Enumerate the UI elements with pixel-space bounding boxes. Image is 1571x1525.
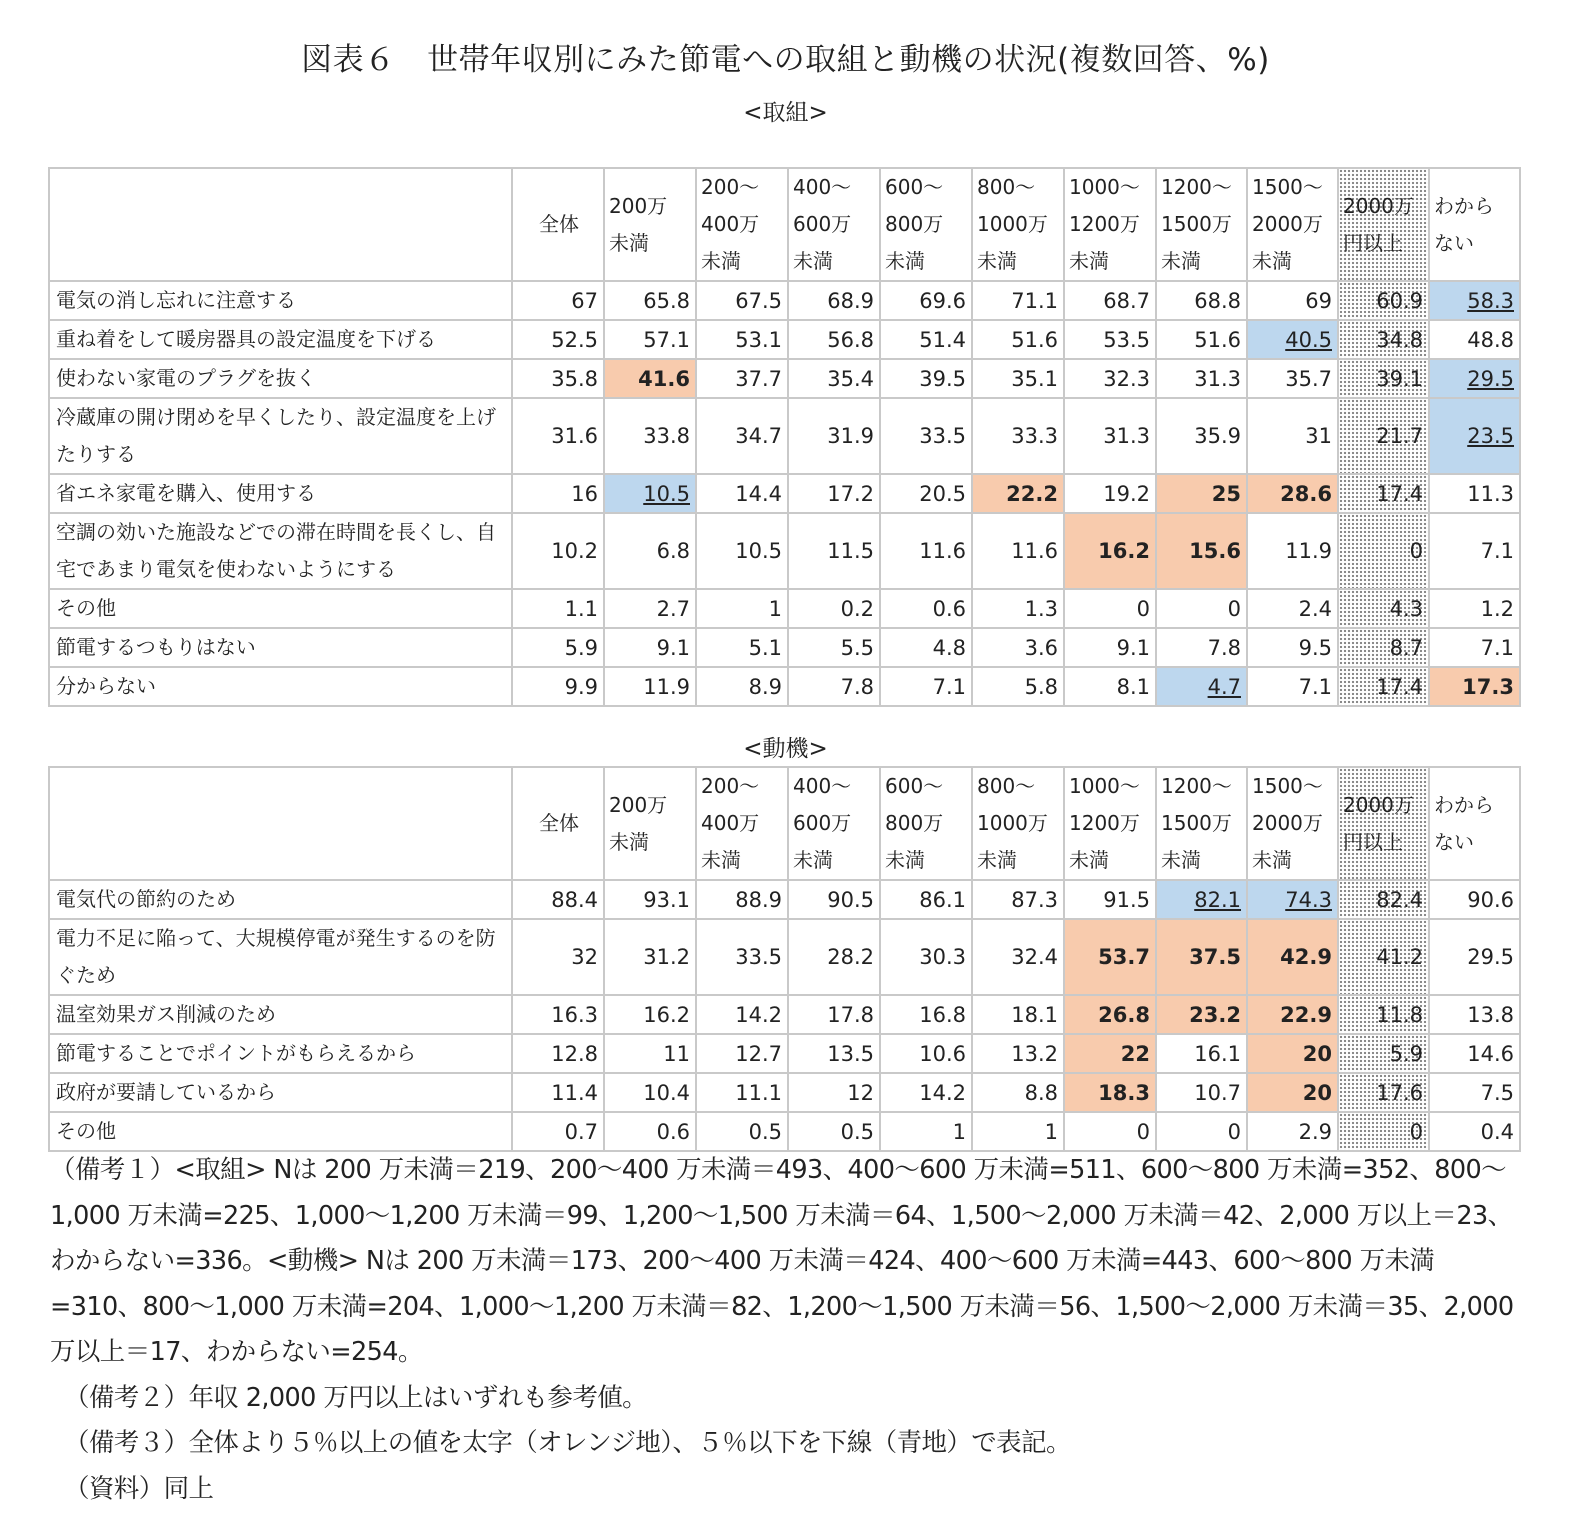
value-cell: 0.4 — [1429, 1112, 1520, 1151]
value-cell: 35.4 — [788, 359, 880, 398]
value-cell: 39.5 — [880, 359, 972, 398]
value-cell: 40.5 — [1247, 320, 1338, 359]
column-header-line: ない — [1434, 230, 1474, 255]
value-cell: 10.4 — [604, 1073, 696, 1112]
douki-table — [48, 766, 1521, 1152]
value-cell: 0 — [1156, 1112, 1247, 1151]
value-cell: 22.9 — [1247, 995, 1338, 1034]
value-cell: 28.6 — [1247, 474, 1338, 513]
value-cell: 17.3 — [1429, 667, 1520, 706]
column-header — [604, 767, 696, 880]
column-header-line: 1500万 — [1161, 811, 1232, 835]
column-header-line: 200～ — [701, 774, 760, 798]
value-cell: 7.8 — [788, 667, 880, 706]
value-cell: 7.5 — [1429, 1073, 1520, 1112]
value-cell: 11.8 — [1338, 995, 1429, 1034]
value-cell: 28.2 — [788, 919, 880, 995]
column-header-line: 1200～ — [1161, 175, 1232, 199]
row-label: 重ね着をして暖房器具の設定温度を下げる — [49, 320, 512, 359]
column-header-line: 未満 — [1252, 249, 1292, 273]
value-cell: 11 — [604, 1034, 696, 1073]
value-cell: 68.9 — [788, 281, 880, 320]
value-cell: 33.3 — [972, 398, 1064, 474]
column-header — [1247, 168, 1338, 281]
value-cell: 33.5 — [696, 919, 788, 995]
value-cell: 37.5 — [1156, 919, 1247, 995]
value-cell: 86.1 — [880, 880, 972, 919]
column-header-line: わから — [1434, 193, 1494, 218]
column-header-line: 円以上 — [1343, 230, 1403, 255]
value-cell: 13.5 — [788, 1034, 880, 1073]
row-label: その他 — [49, 589, 512, 628]
value-cell: 26.8 — [1064, 995, 1156, 1034]
column-header-line: 1500～ — [1252, 774, 1323, 798]
row-label: 省エネ家電を購入、使用する — [49, 474, 512, 513]
value-cell: 1 — [972, 1112, 1064, 1151]
table-row — [49, 995, 1520, 1034]
value-cell: 0 — [1338, 513, 1429, 589]
value-cell: 5.5 — [788, 628, 880, 667]
value-cell: 0 — [1064, 589, 1156, 628]
value-cell: 10.5 — [696, 513, 788, 589]
value-cell: 67 — [512, 281, 604, 320]
value-cell: 31 — [1247, 398, 1338, 474]
value-cell: 0.2 — [788, 589, 880, 628]
column-header-line: 600万 — [793, 212, 852, 236]
column-header — [880, 767, 972, 880]
value-cell: 17.6 — [1338, 1073, 1429, 1112]
value-cell: 68.7 — [1064, 281, 1156, 320]
value-cell: 53.7 — [1064, 919, 1156, 995]
value-cell: 82.1 — [1156, 880, 1247, 919]
value-cell: 87.3 — [972, 880, 1064, 919]
value-cell: 13.2 — [972, 1034, 1064, 1073]
value-cell: 1 — [696, 589, 788, 628]
value-cell: 53.1 — [696, 320, 788, 359]
value-cell: 5.9 — [512, 628, 604, 667]
value-cell: 14.2 — [880, 1073, 972, 1112]
value-cell: 8.7 — [1338, 628, 1429, 667]
value-cell: 93.1 — [604, 880, 696, 919]
value-cell: 8.8 — [972, 1073, 1064, 1112]
value-cell: 20 — [1247, 1034, 1338, 1073]
value-cell: 29.5 — [1429, 919, 1520, 995]
column-header-line: 1200万 — [1069, 212, 1140, 236]
value-cell: 33.8 — [604, 398, 696, 474]
value-cell: 32 — [512, 919, 604, 995]
value-cell: 10.2 — [512, 513, 604, 589]
column-header — [972, 767, 1064, 880]
value-cell: 35.7 — [1247, 359, 1338, 398]
column-header-line: 800万 — [885, 811, 944, 835]
row-label: 節電することでポイントがもらえるから — [49, 1034, 512, 1073]
column-header — [1064, 168, 1156, 281]
column-header-line: 600～ — [885, 175, 944, 199]
value-cell: 21.7 — [1338, 398, 1429, 474]
table-row — [49, 398, 1520, 474]
value-cell: 11.6 — [972, 513, 1064, 589]
column-header-line: 未満 — [1069, 249, 1109, 273]
column-header-line: 未満 — [885, 249, 925, 273]
value-cell: 16 — [512, 474, 604, 513]
table-row — [49, 1073, 1520, 1112]
value-cell: 18.1 — [972, 995, 1064, 1034]
value-cell: 0.5 — [696, 1112, 788, 1151]
value-cell: 90.5 — [788, 880, 880, 919]
column-header-line: 1000～ — [1069, 774, 1140, 798]
value-cell: 10.5 — [604, 474, 696, 513]
value-cell: 58.3 — [1429, 281, 1520, 320]
column-header-line: 未満 — [609, 829, 649, 854]
value-cell: 9.1 — [604, 628, 696, 667]
value-cell: 33.5 — [880, 398, 972, 474]
value-cell: 14.6 — [1429, 1034, 1520, 1073]
table-row — [49, 628, 1520, 667]
table-row — [49, 589, 1520, 628]
value-cell: 9.5 — [1247, 628, 1338, 667]
table-row — [49, 513, 1520, 589]
row-label: 空調の効いた施設などでの滞在時間を長くし、自宅であまり電気を使わないようにする — [49, 513, 512, 589]
value-cell: 10.7 — [1156, 1073, 1247, 1112]
header-corner — [49, 767, 512, 880]
value-cell: 14.4 — [696, 474, 788, 513]
column-header-line: 2000万 — [1343, 193, 1414, 218]
value-cell: 31.3 — [1156, 359, 1247, 398]
column-header-line: 未満 — [1069, 848, 1109, 872]
column-header-line: 未満 — [701, 848, 741, 872]
value-cell: 5.9 — [1338, 1034, 1429, 1073]
column-header-line: ない — [1434, 829, 1474, 854]
column-header — [788, 767, 880, 880]
value-cell: 9.1 — [1064, 628, 1156, 667]
value-cell: 7.1 — [1429, 513, 1520, 589]
value-cell: 51.4 — [880, 320, 972, 359]
value-cell: 34.7 — [696, 398, 788, 474]
value-cell: 51.6 — [1156, 320, 1247, 359]
value-cell: 52.5 — [512, 320, 604, 359]
table-row — [49, 1112, 1520, 1151]
value-cell: 41.2 — [1338, 919, 1429, 995]
value-cell: 41.6 — [604, 359, 696, 398]
value-cell: 11.9 — [604, 667, 696, 706]
column-header-line: 200～ — [701, 175, 760, 199]
value-cell: 68.8 — [1156, 281, 1247, 320]
value-cell: 5.8 — [972, 667, 1064, 706]
value-cell: 4.8 — [880, 628, 972, 667]
column-header-line: 800～ — [977, 175, 1036, 199]
row-label: その他 — [49, 1112, 512, 1151]
value-cell: 31.2 — [604, 919, 696, 995]
value-cell: 20.5 — [880, 474, 972, 513]
value-cell: 0 — [1064, 1112, 1156, 1151]
column-header — [1429, 168, 1520, 281]
note-2: （備考２）年収 2,000 万円以上はいずれも参考値。 — [64, 1382, 648, 1413]
row-label: 冷蔵庫の開け閉めを早くしたり、設定温度を上げたりする — [49, 398, 512, 474]
column-header-line: 未満 — [885, 848, 925, 872]
value-cell: 29.5 — [1429, 359, 1520, 398]
value-cell: 2.9 — [1247, 1112, 1338, 1151]
table-row — [49, 880, 1520, 919]
value-cell: 1.1 — [512, 589, 604, 628]
value-cell: 1.3 — [972, 589, 1064, 628]
value-cell: 37.7 — [696, 359, 788, 398]
value-cell: 35.8 — [512, 359, 604, 398]
column-header-line: 600万 — [793, 811, 852, 835]
value-cell: 7.1 — [1247, 667, 1338, 706]
value-cell: 30.3 — [880, 919, 972, 995]
value-cell: 3.6 — [972, 628, 1064, 667]
column-header — [1247, 767, 1338, 880]
value-cell: 20 — [1247, 1073, 1338, 1112]
value-cell: 17.4 — [1338, 474, 1429, 513]
column-header-line: 800～ — [977, 774, 1036, 798]
value-cell: 57.1 — [604, 320, 696, 359]
value-cell: 7.1 — [1429, 628, 1520, 667]
value-cell: 4.7 — [1156, 667, 1247, 706]
row-label: 分からない — [49, 667, 512, 706]
column-header-line: 未満 — [701, 249, 741, 273]
value-cell: 10.6 — [880, 1034, 972, 1073]
value-cell: 51.6 — [972, 320, 1064, 359]
column-header — [512, 168, 604, 281]
value-cell: 0.7 — [512, 1112, 604, 1151]
value-cell: 17.4 — [1338, 667, 1429, 706]
column-header-line: 200万 — [609, 193, 668, 218]
value-cell: 11.4 — [512, 1073, 604, 1112]
value-cell: 12.8 — [512, 1034, 604, 1073]
column-header — [880, 168, 972, 281]
value-cell: 69.6 — [880, 281, 972, 320]
value-cell: 19.2 — [1064, 474, 1156, 513]
column-header-line: 400万 — [701, 212, 760, 236]
value-cell: 2.4 — [1247, 589, 1338, 628]
value-cell: 35.9 — [1156, 398, 1247, 474]
value-cell: 82.4 — [1338, 880, 1429, 919]
column-header-line: 全体 — [539, 811, 579, 835]
row-label: 電気の消し忘れに注意する — [49, 281, 512, 320]
value-cell: 22 — [1064, 1034, 1156, 1073]
value-cell: 17.8 — [788, 995, 880, 1034]
value-cell: 32.4 — [972, 919, 1064, 995]
note-1: （備考１）<取組> Nは 200 万未満＝219、200～400 万未満＝493、400～600 万未満=511、600～800 万未満=352、800～1,000 万未満=225、1,000～1,200 万未満＝99、1,200～1,500 万未満＝64、1,500～2,000 万未満＝42、2,000 万以上＝23、わからない=336。<動機> Nは 200 万未満＝173、200～400 万未満＝424、400～600 万未満=443、600～800 万未満=310、800～1,000 万未満=204、1,000～1,200 万未満＝82、1,200～1,500 万未満＝56、1,500～2,000 万未満＝35、2,000 万以上＝17、わからない=254。 — [50, 1155, 1514, 1367]
value-cell: 0.6 — [604, 1112, 696, 1151]
table-row — [49, 320, 1520, 359]
value-cell: 31.9 — [788, 398, 880, 474]
column-header-line: 1500万 — [1161, 212, 1232, 236]
value-cell: 16.2 — [1064, 513, 1156, 589]
row-label: 電力不足に陥って、大規模停電が発生するのを防ぐため — [49, 919, 512, 995]
value-cell: 31.3 — [1064, 398, 1156, 474]
column-header — [972, 168, 1064, 281]
value-cell: 53.5 — [1064, 320, 1156, 359]
value-cell: 12.7 — [696, 1034, 788, 1073]
column-header-line: 1200万 — [1069, 811, 1140, 835]
column-header-line: 未満 — [1161, 848, 1201, 872]
value-cell: 71.1 — [972, 281, 1064, 320]
column-header — [1156, 767, 1247, 880]
section-heading-torikumi: <取組> — [743, 100, 828, 126]
column-header-line: 2000万 — [1252, 811, 1323, 835]
value-cell: 35.1 — [972, 359, 1064, 398]
column-header-line: 2000万 — [1343, 792, 1414, 817]
row-label: 政府が要請しているから — [49, 1073, 512, 1112]
header-corner — [49, 168, 512, 281]
column-header-line: 1000万 — [977, 212, 1048, 236]
column-header-line: 未満 — [793, 848, 833, 872]
value-cell: 12 — [788, 1073, 880, 1112]
value-cell: 11.1 — [696, 1073, 788, 1112]
column-header — [696, 767, 788, 880]
column-header-line: 全体 — [539, 212, 579, 236]
value-cell: 1.2 — [1429, 589, 1520, 628]
value-cell: 65.8 — [604, 281, 696, 320]
value-cell: 48.8 — [1429, 320, 1520, 359]
value-cell: 8.9 — [696, 667, 788, 706]
column-header — [1064, 767, 1156, 880]
value-cell: 13.8 — [1429, 995, 1520, 1034]
column-header-line: 1000～ — [1069, 175, 1140, 199]
table-row — [49, 359, 1520, 398]
value-cell: 6.8 — [604, 513, 696, 589]
table-row — [49, 667, 1520, 706]
value-cell: 0 — [1156, 589, 1247, 628]
value-cell: 11.9 — [1247, 513, 1338, 589]
section-heading-douki: <動機> — [743, 736, 828, 762]
column-header-line: 未満 — [793, 249, 833, 273]
column-header — [1429, 767, 1520, 880]
row-label: 温室効果ガス削減のため — [49, 995, 512, 1034]
value-cell: 74.3 — [1247, 880, 1338, 919]
value-cell: 39.1 — [1338, 359, 1429, 398]
column-header-line: 1500～ — [1252, 175, 1323, 199]
value-cell: 2.7 — [604, 589, 696, 628]
value-cell: 8.1 — [1064, 667, 1156, 706]
value-cell: 67.5 — [696, 281, 788, 320]
column-header-line: 未満 — [1252, 848, 1292, 872]
column-header — [1338, 168, 1429, 281]
value-cell: 23.2 — [1156, 995, 1247, 1034]
value-cell: 56.8 — [788, 320, 880, 359]
value-cell: 7.8 — [1156, 628, 1247, 667]
value-cell: 16.2 — [604, 995, 696, 1034]
value-cell: 9.9 — [512, 667, 604, 706]
row-label: 使わない家電のプラグを抜く — [49, 359, 512, 398]
value-cell: 42.9 — [1247, 919, 1338, 995]
value-cell: 14.2 — [696, 995, 788, 1034]
value-cell: 88.4 — [512, 880, 604, 919]
column-header-line: 円以上 — [1343, 829, 1403, 854]
column-header — [696, 168, 788, 281]
column-header-line: 400万 — [701, 811, 760, 835]
column-header — [788, 168, 880, 281]
column-header — [1338, 767, 1429, 880]
value-cell: 32.3 — [1064, 359, 1156, 398]
header-row — [49, 767, 1520, 880]
column-header-line: 1200～ — [1161, 774, 1232, 798]
column-header-line: 200万 — [609, 792, 668, 817]
column-header — [604, 168, 696, 281]
note-3: （備考３）全体より５％以上の値を太字（オレンジ地）、５％以下を下線（青地）で表記。 — [64, 1428, 1071, 1458]
value-cell: 18.3 — [1064, 1073, 1156, 1112]
value-cell: 1 — [880, 1112, 972, 1151]
value-cell: 25 — [1156, 474, 1247, 513]
column-header-line: 未満 — [977, 848, 1017, 872]
column-header-line: 800万 — [885, 212, 944, 236]
value-cell: 16.8 — [880, 995, 972, 1034]
column-header-line: 2000万 — [1252, 212, 1323, 236]
value-cell: 5.1 — [696, 628, 788, 667]
value-cell: 4.3 — [1338, 589, 1429, 628]
value-cell: 69 — [1247, 281, 1338, 320]
column-header-line: 400～ — [793, 175, 852, 199]
value-cell: 90.6 — [1429, 880, 1520, 919]
value-cell: 15.6 — [1156, 513, 1247, 589]
value-cell: 34.8 — [1338, 320, 1429, 359]
table-row — [49, 474, 1520, 513]
table-row — [49, 919, 1520, 995]
column-header-line: 600～ — [885, 774, 944, 798]
column-header-line: 未満 — [609, 230, 649, 255]
row-label: 電気代の節約のため — [49, 880, 512, 919]
value-cell: 88.9 — [696, 880, 788, 919]
value-cell: 23.5 — [1429, 398, 1520, 474]
column-header-line: 1000万 — [977, 811, 1048, 835]
column-header-line: 未満 — [977, 249, 1017, 273]
table-row — [49, 281, 1520, 320]
value-cell: 11.6 — [880, 513, 972, 589]
column-header-line: わから — [1434, 792, 1494, 817]
value-cell: 11.3 — [1429, 474, 1520, 513]
column-header — [1156, 168, 1247, 281]
value-cell: 16.1 — [1156, 1034, 1247, 1073]
value-cell: 7.1 — [880, 667, 972, 706]
column-header — [512, 767, 604, 880]
value-cell: 11.5 — [788, 513, 880, 589]
value-cell: 60.9 — [1338, 281, 1429, 320]
value-cell: 0.5 — [788, 1112, 880, 1151]
column-header-line: 400～ — [793, 774, 852, 798]
torikumi-table — [48, 167, 1521, 707]
column-header-line: 未満 — [1161, 249, 1201, 273]
value-cell: 22.2 — [972, 474, 1064, 513]
value-cell: 16.3 — [512, 995, 604, 1034]
header-row — [49, 168, 1520, 281]
value-cell: 91.5 — [1064, 880, 1156, 919]
row-label: 節電するつもりはない — [49, 628, 512, 667]
value-cell: 0.6 — [880, 589, 972, 628]
table-row — [49, 1034, 1520, 1073]
value-cell: 17.2 — [788, 474, 880, 513]
value-cell: 0 — [1338, 1112, 1429, 1151]
figure-title: 図表６ 世帯年収別にみた節電への取組と動機の状況(複数回答、%) — [301, 42, 1270, 78]
source-note: （資料）同上 — [64, 1473, 214, 1504]
notes-block — [50, 1148, 1525, 1512]
value-cell: 31.6 — [512, 398, 604, 474]
